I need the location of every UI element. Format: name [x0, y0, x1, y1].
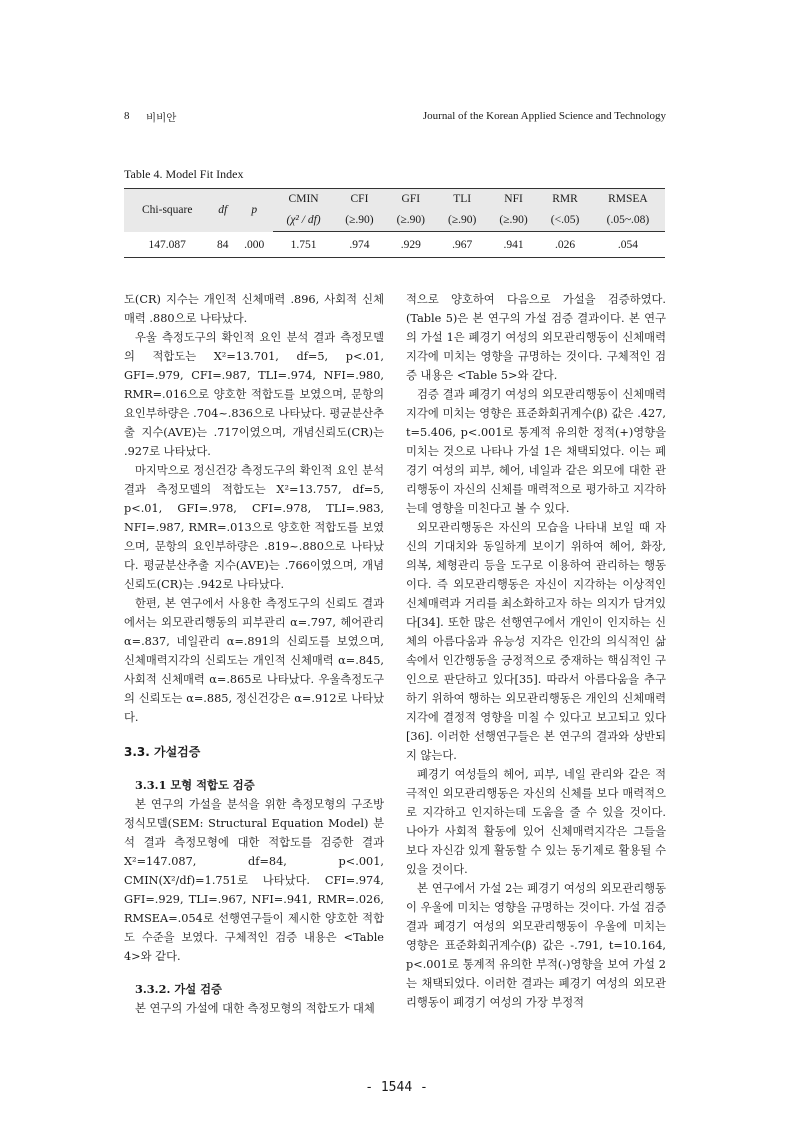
- cell-p: .000: [235, 232, 273, 258]
- th-cmin: CMIN: [273, 189, 333, 211]
- cell-rmsea: .054: [591, 232, 665, 258]
- th-cfi: CFI: [334, 189, 385, 211]
- cell-gfi: .929: [385, 232, 436, 258]
- subsection-heading: 3.3.2. 가설 검증: [135, 982, 222, 996]
- left-column: [124, 290, 384, 1018]
- paragraph: 본 연구의 가설을 분석을 위한 측정모형의 구조방정식모델(SEM: Structural Equation Model) 분석 결과 측정모형에 대한 적합도를 검증한 결과 X²=147.087, df=84, p<.001, CMIN(X²/df)=1.751로 나타났다. CFI=.974, GFI=.929, TLI=.967, NFI=.941, RMR=.026, RMSEA=.054로 선행연구들이 제시한 양호한 적합도 수준을 보였다. 구체적인 검증 내용은 <Table 4>와 같다.: [124, 798, 384, 963]
- model-fit-table: [124, 188, 665, 258]
- th-cmin-sub: (χ² / df): [273, 210, 333, 232]
- page-number: 8: [124, 110, 130, 122]
- subsection-heading: 3.3.1 모형 적합도 검증: [135, 778, 255, 792]
- th-cfi-sub: (≥.90): [334, 210, 385, 232]
- paragraph: 외모관리행동은 자신의 모습을 나타내 보일 때 자신의 기대치와 동일하게 보이기 위하여 헤어, 화장, 의복, 체형관리 등을 도구로 이용하여 관리하는 행동이다. 즉 외모관리행동은 자신이 지각하는 이상적인 신체매력과 거리를 최소화하고자 하는 의지가 담겨있다[34]. 또한 많은 선행연구에서 개인이 인지하는 신체의 아름다움과 유능성 지각은 인간의 의식적인 삶 속에서 인간행동을 긍정적으로 중재하는 핵심적인 구인으로 판단하고 있다[35]. 따라서 아름다움을 추구하기 위하여 행하는 외모관리행동은 개인의 신체매력지각에 결정적 영향을 미칠 수 있다고 보고되고 있다[36]. 이러한 선행연구들은 본 연구의 결과와 상반되지 않는다.: [406, 521, 666, 762]
- th-nfi-sub: (≥.90): [488, 210, 539, 232]
- paragraph: 우울 측정도구의 확인적 요인 분석 결과 측정모델의 적합도는 X²=13.701, df=5, p<.01, GFI=.979, CFI=.987, TLI=.974, NFI=.980, RMR=.016으로 양호한 적합도를 보였으며, 문항의 요인부하량은 .704~.836으로 나타났다. 평균분산추출 지수(AVE)는 .717이였으며, 개념신뢰도(CR)는 .927로 나타났다.: [124, 331, 384, 458]
- th-rmr: RMR: [539, 189, 591, 211]
- th-chi-square: Chi-square: [124, 189, 210, 232]
- cell-rmr: .026: [539, 232, 591, 258]
- cell-nfi: .941: [488, 232, 539, 258]
- paragraph: 본 연구에서 가설 2는 폐경기 여성의 외모관리행동이 우울에 미치는 영향을 규명하는 것이다. 가설 검증 결과 폐경기 여성의 외모관리행동이 우울에 미치는 영향은 표준화회귀계수(β) 값은 -.791, t=10.164, p<.001로 통계적 유의한 부적(-)영향을 보여 가설 2는 채택되었다. 이러한 결과는 폐경기 여성의 외모관리행동이 폐경기 여성의 가장 부정적: [406, 882, 666, 1009]
- th-gfi-sub: (≥.90): [385, 210, 436, 232]
- th-df: df: [210, 189, 235, 232]
- th-gfi: GFI: [385, 189, 436, 211]
- th-rmsea-sub: (.05~.08): [591, 210, 665, 232]
- table-caption: Table 4. Model Fit Index: [124, 167, 244, 181]
- journal-title: Journal of the Korean Applied Science and Technology: [422, 110, 666, 122]
- th-p: p: [235, 189, 273, 232]
- running-header: [124, 110, 666, 128]
- paragraph: 검증 결과 폐경기 여성의 외모관리행동이 신체매력지각에 미치는 영향은 표준화회귀계수(β) 값은 .427, t=5.406, p<.001로 통계적 유의한 정적(+)영향을 미치는 것으로 나타나 가설 1은 채택되었다. 이는 폐경기 여성의 피부, 헤어, 네일과 같은 외모에 대한 관리행동이 자신의 신체를 매력적으로 평가하고 지각하는데 영향을 미친다고 볼 수 있다.: [406, 388, 666, 515]
- cell-chi-square: 147.087: [124, 232, 210, 258]
- paragraph: 마지막으로 정신건강 측정도구의 확인적 요인 분석 결과 측정모델의 적합도는 X²=13.757, df=5, p<.01, GFI=.978, CFI=.978, TLI=.983, NFI=.987, RMR=.013으로 양호한 적합도를 보였으며, 문항의 요인부하량은 .819~.880으로 나타났다. 평균분산추출 지수(AVE)는 .766이였으며, 개념신뢰도(CR)는 .942로 나타났다.: [124, 464, 384, 591]
- paragraph: 도(CR) 지수는 개인적 신체매력 .896, 사회적 신체매력 .880으로 나타났다.: [124, 293, 384, 325]
- right-column: [406, 290, 666, 1012]
- paragraph: 본 연구의 가설에 대한 측정모형의 적합도가 대체: [135, 1002, 375, 1015]
- section-heading: 3.3. 가설검증: [124, 745, 201, 759]
- th-nfi: NFI: [488, 189, 539, 211]
- cell-df: 84: [210, 232, 235, 258]
- paragraph: 한편, 본 연구에서 사용한 측정도구의 신뢰도 결과에서는 외모관리행동의 피부관리 α=.797, 헤어관리 α=.837, 네일관리 α=.891의 신뢰도를 보였으며, 신체매력지각의 신뢰도는 개인적 신체매력 α=.845, 사회적 신체매력 α=.865로 나타났다. 우울측정도구의 신뢰도는 α=.885, 정신건강은 α=.912로 나타났다.: [124, 597, 384, 724]
- th-tli: TLI: [437, 189, 488, 211]
- cell-cfi: .974: [334, 232, 385, 258]
- page-footer-number: - 1544 -: [365, 1080, 428, 1095]
- paragraph: 적으로 양호하여 다음으로 가설을 검증하였다. (Table 5)은 본 연구의 가설 검증 결과이다. 본 연구의 가설 1은 폐경기 여성의 외모관리행동이 신체매력지각에 미치는 영향을 규명하는 것이다. 구체적인 검증 내용은 <Table 5>와 같다.: [406, 293, 666, 382]
- author-name: 비비안: [146, 112, 177, 124]
- paragraph: 폐경기 여성들의 헤어, 피부, 네일 관리와 같은 적극적인 외모관리행동은 자신의 신체를 보다 매력적으로 지각하고 인지하는데 도움을 줄 수 있을 것이다. 나아가 사회적 활동에 있어 신체매력지각은 그들을 보다 자신감 있게 활동할 수 있는 동기제로 활용될 수 있을 것이다.: [406, 768, 666, 876]
- th-rmr-sub: (<.05): [539, 210, 591, 232]
- table-row: [124, 232, 665, 258]
- th-rmsea: RMSEA: [591, 189, 665, 211]
- th-tli-sub: (≥.90): [437, 210, 488, 232]
- cell-tli: .967: [437, 232, 488, 258]
- cell-cmin: 1.751: [273, 232, 333, 258]
